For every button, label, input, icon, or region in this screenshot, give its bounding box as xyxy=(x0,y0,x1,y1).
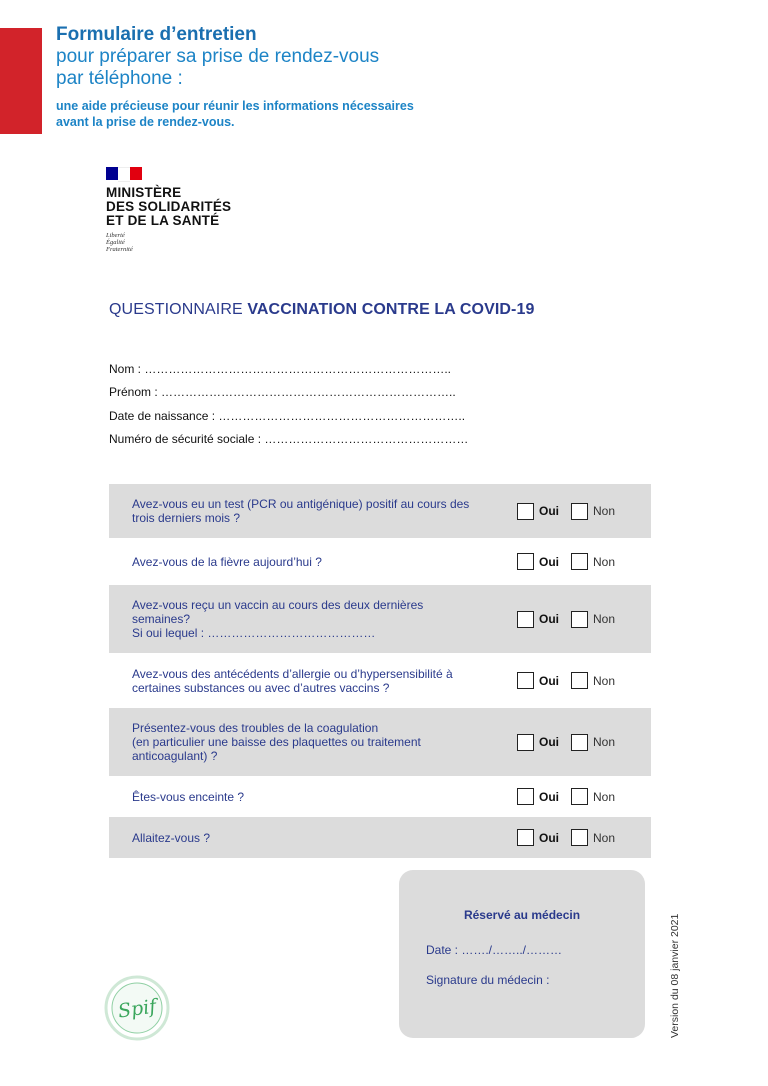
motto-egalite: Égalité xyxy=(106,239,125,246)
questionnaire-title-prefix: QUESTIONNAIRE xyxy=(109,301,243,318)
checkbox-oui[interactable] xyxy=(517,829,534,846)
page-subtitle-line1: pour préparer sa prise de rendez-vous xyxy=(56,46,380,67)
french-flag-icon xyxy=(106,167,142,180)
checkbox-non[interactable] xyxy=(571,788,588,805)
page-header xyxy=(56,24,414,130)
label-oui: Oui xyxy=(539,554,559,569)
question-text: Avez-vous reçu un vaccin au cours des deux dernières semaines? Si oui lequel : …………………………………… xyxy=(132,598,424,640)
question-row xyxy=(109,484,651,538)
label-oui: Oui xyxy=(539,789,559,804)
label-oui: Oui xyxy=(539,504,559,518)
checkbox-non[interactable] xyxy=(571,553,588,570)
label-non: Non xyxy=(593,554,616,569)
reserved-title: Réservé au médecin xyxy=(463,908,581,922)
checkbox-oui[interactable] xyxy=(517,553,534,570)
question-row xyxy=(109,708,651,776)
label-oui: Oui xyxy=(539,612,559,626)
tagline-line2: avant la prise de rendez-vous. xyxy=(56,115,235,129)
page-title: Formulaire d’entretien xyxy=(56,24,257,45)
spif-logo xyxy=(104,975,170,1041)
identity-fields xyxy=(109,362,468,455)
doctor-reserved-box xyxy=(399,870,645,1038)
label-non: Non xyxy=(593,735,616,749)
ministry-name-line2: DES SOLIDARITÉS xyxy=(106,199,232,214)
label-oui: Oui xyxy=(539,735,559,749)
ministry-name-line1: MINISTÈRE xyxy=(106,185,182,200)
label-non: Non xyxy=(593,504,616,518)
version-note: Version du 08 janvier 2021 xyxy=(669,913,681,1038)
red-accent-bar xyxy=(0,28,42,134)
checkbox-non[interactable] xyxy=(571,734,588,751)
question-text: Avez-vous de la fièvre aujourd’hui ? xyxy=(132,554,322,569)
page-subtitle-line2: par téléphone : xyxy=(56,68,183,89)
question-text: Avez-vous eu un test (PCR ou antigénique) positif au cours des trois derniers mois ? xyxy=(132,497,470,525)
question-row xyxy=(109,817,651,858)
reserved-signature-field[interactable]: Signature du médecin : xyxy=(426,973,550,987)
reserved-date-field[interactable]: Date : ……./……../……… xyxy=(426,943,563,957)
tagline-line1: une aide précieuse pour réunir les informations nécessaires xyxy=(56,99,414,113)
questions-list xyxy=(109,484,651,858)
field-securite-sociale[interactable]: Numéro de sécurité sociale : …………………………………………… xyxy=(109,431,469,446)
ministry-name-line3: ET DE LA SANTÉ xyxy=(106,213,220,228)
checkbox-non[interactable] xyxy=(571,829,588,846)
checkbox-non[interactable] xyxy=(571,503,588,520)
checkbox-non[interactable] xyxy=(571,611,588,628)
checkbox-non[interactable] xyxy=(571,672,588,689)
question-row xyxy=(109,653,651,708)
ministry-logo xyxy=(106,167,231,253)
field-prenom[interactable]: Prénom : ……………………………………………………………….. xyxy=(109,385,456,400)
svg-text:Spif: Spif xyxy=(116,995,158,1023)
field-nom[interactable]: Nom : ………………………………………………………………….. xyxy=(109,362,452,376)
label-non: Non xyxy=(593,830,616,845)
question-row xyxy=(109,585,651,653)
label-oui: Oui xyxy=(539,673,559,688)
label-non: Non xyxy=(593,789,616,804)
checkbox-oui[interactable] xyxy=(517,734,534,751)
label-non: Non xyxy=(593,673,616,688)
questionnaire-title xyxy=(109,301,534,319)
questionnaire-title-bold: VACCINATION CONTRE LA COVID-19 xyxy=(247,301,535,318)
question-row xyxy=(109,776,651,817)
checkbox-oui[interactable] xyxy=(517,672,534,689)
motto-fraternite: Fraternité xyxy=(106,246,133,253)
motto-liberte: Liberté xyxy=(106,232,125,239)
question-row xyxy=(109,538,651,585)
label-oui: Oui xyxy=(539,830,559,845)
question-text: Allaitez-vous ? xyxy=(132,830,211,845)
checkbox-oui[interactable] xyxy=(517,503,534,520)
question-text: Êtes-vous enceinte ? xyxy=(132,789,245,804)
checkbox-oui[interactable] xyxy=(517,611,534,628)
checkbox-oui[interactable] xyxy=(517,788,534,805)
field-date-naissance[interactable]: Date de naissance : …………………………………………………….. xyxy=(109,408,466,423)
label-non: Non xyxy=(593,612,616,626)
question-text: Avez-vous des antécédents d’allergie ou d’hypersensibilité à certaines substances ou avec d’autres vaccins ? xyxy=(132,666,453,695)
question-text: Présentez-vous des troubles de la coagulation (en particulier une baisse des plaquettes ou traitement anticoagulant) ? xyxy=(132,721,421,763)
